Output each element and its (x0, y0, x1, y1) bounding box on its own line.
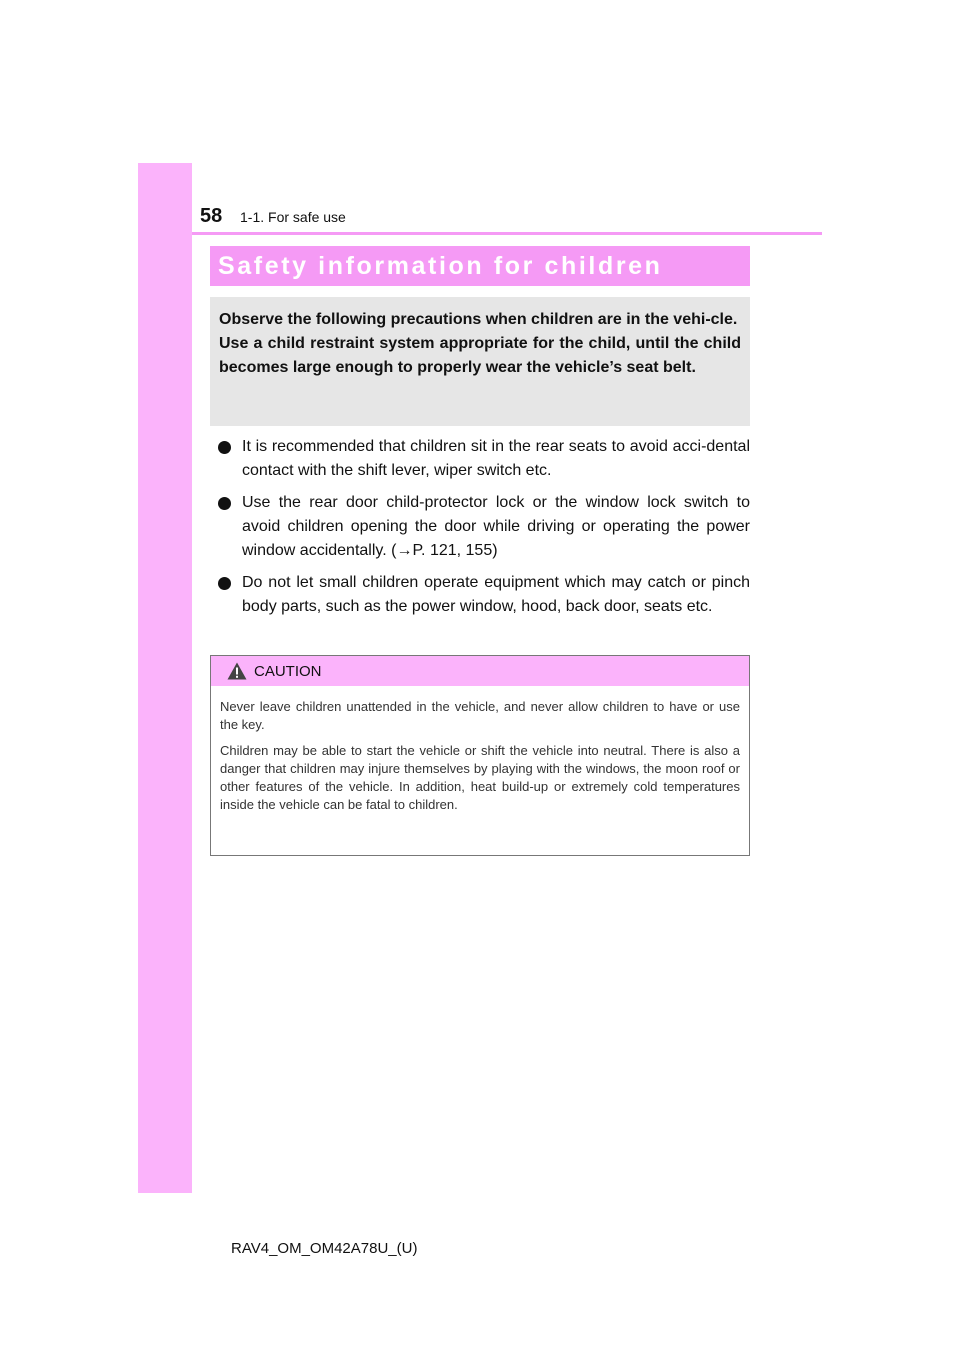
page-number: 58 (200, 205, 223, 227)
list-item-text: Do not let small children operate equipment which may catch or pinch body parts, such as the power window, hood, back door, seats etc. (242, 574, 750, 615)
intro-line-1: Observe the following precautions when children are in the vehi-cle. (219, 311, 738, 328)
warning-triangle-icon (227, 662, 247, 680)
footer-code: RAV4_OM_OM42A78U_(U) (231, 1240, 418, 1257)
caution-paragraph-1: Never leave children unattended in the vehicle, and never allow children to have or use the key. (220, 699, 740, 732)
section-label: 1-1. For safe use (240, 209, 346, 225)
caution-header (211, 656, 749, 686)
list-item (218, 435, 750, 483)
list-item-text: It is recommended that children sit in the rear seats to avoid acci-dental contact with the shift lever, wiper switch etc. (242, 438, 750, 479)
page-title: Safety information for children (218, 251, 663, 280)
list-item (218, 491, 750, 563)
list-item (218, 571, 750, 619)
list-item-text: Use the rear door child-protector lock or the window lock switch to avoid children opening the door while driving or operating the power window accidentally. (→P. 121, 155) (242, 494, 750, 559)
side-tab (138, 163, 192, 1193)
intro-box (210, 297, 750, 426)
caution-body (211, 686, 749, 814)
caution-label: CAUTION (254, 662, 322, 680)
caution-paragraph-2: Children may be able to start the vehicle or shift the vehicle into neutral. There is also a danger that children may injure themselves by playing with the windows, the moon roof or other features of the vehicle. In addition, heat build-up or extremely cold temperatures inside the vehicle can be fatal to children. (220, 743, 740, 812)
caution-box (210, 655, 750, 856)
title-bar (210, 246, 750, 286)
intro-line-2: Use a child restraint system appropriate for the child, until the child becomes large enough to properly wear the vehicle’s seat belt. (219, 335, 741, 376)
bullet-icon (218, 577, 231, 590)
bullet-icon (218, 441, 231, 454)
precaution-list (218, 435, 750, 627)
bullet-icon (218, 497, 231, 510)
header-rule (192, 232, 822, 235)
